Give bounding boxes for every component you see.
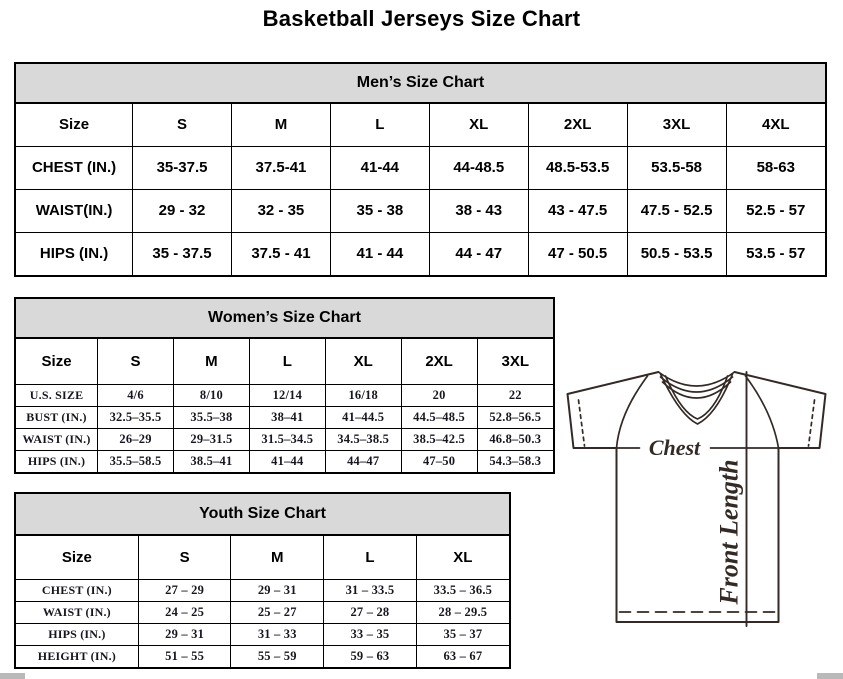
row-label: HIPS (IN.)	[16, 450, 98, 472]
womens-size-chart-title: Women’s Size Chart	[16, 299, 553, 339]
table-cell: 31 – 33.5	[324, 579, 417, 601]
mens-size-chart-title: Men’s Size Chart	[16, 64, 825, 104]
table-row	[16, 384, 553, 406]
table-cell: 63 – 67	[416, 645, 509, 667]
table-cell: 52.8–56.5	[477, 406, 553, 428]
table-row	[16, 601, 509, 623]
table-cell: 41-44	[330, 146, 429, 189]
table-cell: 53.5 - 57	[726, 232, 825, 275]
table-cell: 35.5–38	[173, 406, 249, 428]
table-cell: 53.5-58	[627, 146, 726, 189]
youth-size-chart	[14, 492, 511, 669]
table-cell: 48.5-53.5	[528, 146, 627, 189]
size-column-header: S	[138, 536, 231, 579]
table-cell: 35.5–58.5	[98, 450, 174, 472]
row-label: HIPS (IN.)	[16, 232, 133, 275]
size-column-header: L	[324, 536, 417, 579]
table-cell: 31.5–34.5	[249, 428, 325, 450]
scrollbar-fragment-left[interactable]	[0, 673, 25, 679]
table-cell: 50.5 - 53.5	[627, 232, 726, 275]
size-column-header: 3XL	[627, 104, 726, 146]
table-cell: 29 – 31	[138, 623, 231, 645]
womens-size-chart	[14, 297, 555, 474]
size-column-header: S	[133, 104, 232, 146]
table-cell: 38.5–41	[173, 450, 249, 472]
table-row	[16, 146, 825, 189]
table-cell: 16/18	[325, 384, 401, 406]
size-column-header: 2XL	[528, 104, 627, 146]
table-cell: 33.5 – 36.5	[416, 579, 509, 601]
size-column-header: 4XL	[726, 104, 825, 146]
table-cell: 47.5 - 52.5	[627, 189, 726, 232]
table-cell: 46.8–50.3	[477, 428, 553, 450]
table-cell: 35 - 38	[330, 189, 429, 232]
table-cell: 31 – 33	[231, 623, 324, 645]
size-column-header: XL	[325, 339, 401, 384]
size-column-header: M	[173, 339, 249, 384]
table-cell: 27 – 29	[138, 579, 231, 601]
size-header-row	[16, 104, 825, 146]
table-cell: 27 – 28	[324, 601, 417, 623]
chest-label: Chest	[648, 435, 701, 460]
row-label: BUST (IN.)	[16, 406, 98, 428]
table-cell: 58-63	[726, 146, 825, 189]
v-neck-outline	[661, 374, 733, 424]
table-row	[16, 232, 825, 275]
table-cell: 32 - 35	[231, 189, 330, 232]
size-row-label: Size	[16, 536, 138, 579]
size-column-header: L	[330, 104, 429, 146]
youth-size-chart-title: Youth Size Chart	[16, 494, 509, 536]
table-cell: 35 – 37	[416, 623, 509, 645]
size-column-header: 2XL	[401, 339, 477, 384]
table-cell: 47 - 50.5	[528, 232, 627, 275]
size-header-row	[16, 536, 509, 579]
table-cell: 12/14	[249, 384, 325, 406]
table-cell: 24 – 25	[138, 601, 231, 623]
front-length-label: Front Length	[714, 459, 744, 605]
table-cell: 47–50	[401, 450, 477, 472]
size-row-label: Size	[16, 339, 98, 384]
table-cell: 52.5 - 57	[726, 189, 825, 232]
table-cell: 43 - 47.5	[528, 189, 627, 232]
table-cell: 22	[477, 384, 553, 406]
table-cell: 38–41	[249, 406, 325, 428]
table-row	[16, 579, 509, 601]
table-cell: 54.3–58.3	[477, 450, 553, 472]
scrollbar-fragment-right[interactable]	[817, 673, 843, 679]
table-cell: 37.5-41	[231, 146, 330, 189]
table-cell: 29 – 31	[231, 579, 324, 601]
table-cell: 44-48.5	[429, 146, 528, 189]
size-column-header: M	[231, 104, 330, 146]
table-cell: 29 - 32	[133, 189, 232, 232]
table-cell: 35 - 37.5	[133, 232, 232, 275]
size-column-header: XL	[416, 536, 509, 579]
table-cell: 44 - 47	[429, 232, 528, 275]
size-column-header: 3XL	[477, 339, 553, 384]
table-cell: 20	[401, 384, 477, 406]
table-cell: 4/6	[98, 384, 174, 406]
jersey-diagram-icon	[560, 360, 835, 660]
row-label: WAIST (IN.)	[16, 601, 138, 623]
table-cell: 41–44	[249, 450, 325, 472]
table-cell: 28 – 29.5	[416, 601, 509, 623]
size-column-header: L	[249, 339, 325, 384]
row-label: WAIST (IN.)	[16, 428, 98, 450]
size-column-header: S	[98, 339, 174, 384]
row-label: HEIGHT (IN.)	[16, 645, 138, 667]
table-cell: 25 – 27	[231, 601, 324, 623]
table-row	[16, 623, 509, 645]
table-cell: 32.5–35.5	[98, 406, 174, 428]
jersey-measurement-diagram	[560, 360, 835, 660]
page-title: Basketball Jerseys Size Chart	[262, 6, 581, 31]
table-row	[16, 450, 553, 472]
table-cell: 41–44.5	[325, 406, 401, 428]
jersey-outline	[568, 372, 826, 622]
row-label: U.S. SIZE	[16, 384, 98, 406]
size-column-header: M	[231, 536, 324, 579]
table-row	[16, 406, 553, 428]
table-cell: 35-37.5	[133, 146, 232, 189]
table-row	[16, 645, 509, 667]
row-label: HIPS (IN.)	[16, 623, 138, 645]
table-cell: 44–47	[325, 450, 401, 472]
table-row	[16, 189, 825, 232]
womens-size-table	[16, 339, 553, 472]
mens-size-chart	[14, 62, 827, 277]
table-cell: 29–31.5	[173, 428, 249, 450]
table-cell: 41 - 44	[330, 232, 429, 275]
table-cell: 59 – 63	[324, 645, 417, 667]
size-header-row	[16, 339, 553, 384]
size-row-label: Size	[16, 104, 133, 146]
table-cell: 37.5 - 41	[231, 232, 330, 275]
table-cell: 44.5–48.5	[401, 406, 477, 428]
table-row	[16, 428, 553, 450]
table-cell: 26–29	[98, 428, 174, 450]
table-cell: 38.5–42.5	[401, 428, 477, 450]
row-label: WAIST(IN.)	[16, 189, 133, 232]
row-label: CHEST (IN.)	[16, 579, 138, 601]
table-cell: 51 – 55	[138, 645, 231, 667]
table-cell: 8/10	[173, 384, 249, 406]
table-cell: 33 – 35	[324, 623, 417, 645]
table-cell: 38 - 43	[429, 189, 528, 232]
youth-size-table	[16, 536, 509, 667]
mens-size-table	[16, 104, 825, 275]
table-cell: 34.5–38.5	[325, 428, 401, 450]
table-cell: 55 – 59	[231, 645, 324, 667]
size-column-header: XL	[429, 104, 528, 146]
row-label: CHEST (IN.)	[16, 146, 133, 189]
